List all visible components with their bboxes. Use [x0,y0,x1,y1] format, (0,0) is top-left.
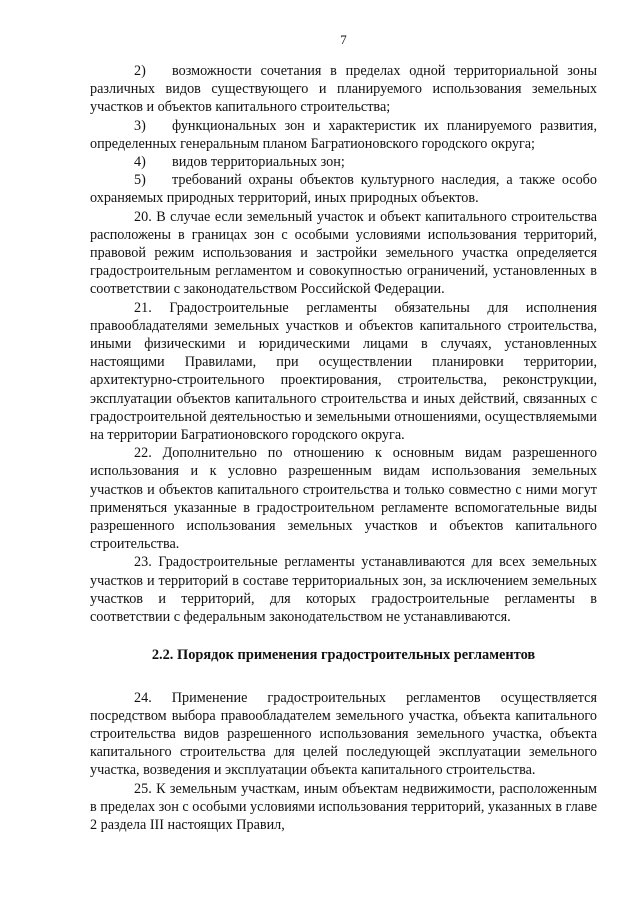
paragraph-22: 22. Дополнительно по отношению к основным видам разрешенного использования и к условно разрешенным видам использования земельных участков и объектов капитального строительства и только совместно с ними могут применяться указанные в градостроительном регламенте вспомогательные виды разрешенного использования земельных участков и объектов капитального строительства. [90,445,597,553]
list-item [90,117,597,153]
document-body [90,62,597,834]
paragraph-25: 25. К земельным участкам, иным объектам недвижимости, расположенным в пределах зон с особыми условиями использования территорий, указанных в главе 2 раздела III настоящих Правил, [90,780,597,833]
section-heading: 2.2. Порядок применения градостроительных регламентов [151,647,536,664]
list-item [90,62,597,117]
list-item-number: 3) [134,117,146,134]
page-number: 7 [340,32,347,47]
list-item-number: 5) [134,172,146,189]
list-item-number: 4) [134,154,146,171]
paragraph-20: 20. В случае если земельный участок и объект капитального строительства расположены в границах зон с особыми условиями использования территорий, правовой режим использования и застройки земельного участка определяется градостроительным регламентом и совокупностью ограничений, установленных в соответствии с законодательством Российской Федерации. [90,208,597,298]
paragraph-21: 21. Градостроительные регламенты обязательны для исполнения правообладателями земельных участков и объектов капитального строительства, иными физическими и юридическими лицами в случаях, установленных настоящими Правилами, при осуществлении планировки территории, архитектурно-строительного проектирования, строительства, реконструкции, эксплуатации объектов капитального строительства и иных действий, связанных с градостроительной деятельностью и земельными отношениями, осуществляемыми на территории Багратионовского городского округа. [90,299,597,444]
list-item-number: 2) [134,63,146,79]
paragraph-23: 23. Градостроительные регламенты устанавливаются для всех земельных участков и территорий в составе территориальных зон, за исключением земельных участков и территорий, для которых градостроительные регламенты в соответствии с федеральным законодательством не устанавливаются. [90,554,597,626]
list-item-text: возможности сочетания в пределах одной территориальной зоны различных видов существующего и планируемого использования земельных участков и объектов капитального строительства; [90,63,597,116]
list-item-text: требований охраны объектов культурного наследия, а также особо охраняемых природных территорий, иных природных объектов. [90,172,597,207]
list-item-text: видов территориальных зон; [172,154,345,171]
list-item [90,153,597,171]
list-item [90,171,597,207]
paragraph-24: 24. Применение градостроительных регламентов осуществляется посредством выбора правообладателем земельного участка, объекта капитального строительства видов разрешенного использования земельного участка, объекта капитального строительства для целей последующей эксплуатации земельного участка, возведения и эксплуатации объекта капитального строительства. [90,689,597,779]
list-item-text: функциональных зон и характеристик их планируемого развития, определенных генеральным планом Багратионовского городского округа; [90,117,597,152]
